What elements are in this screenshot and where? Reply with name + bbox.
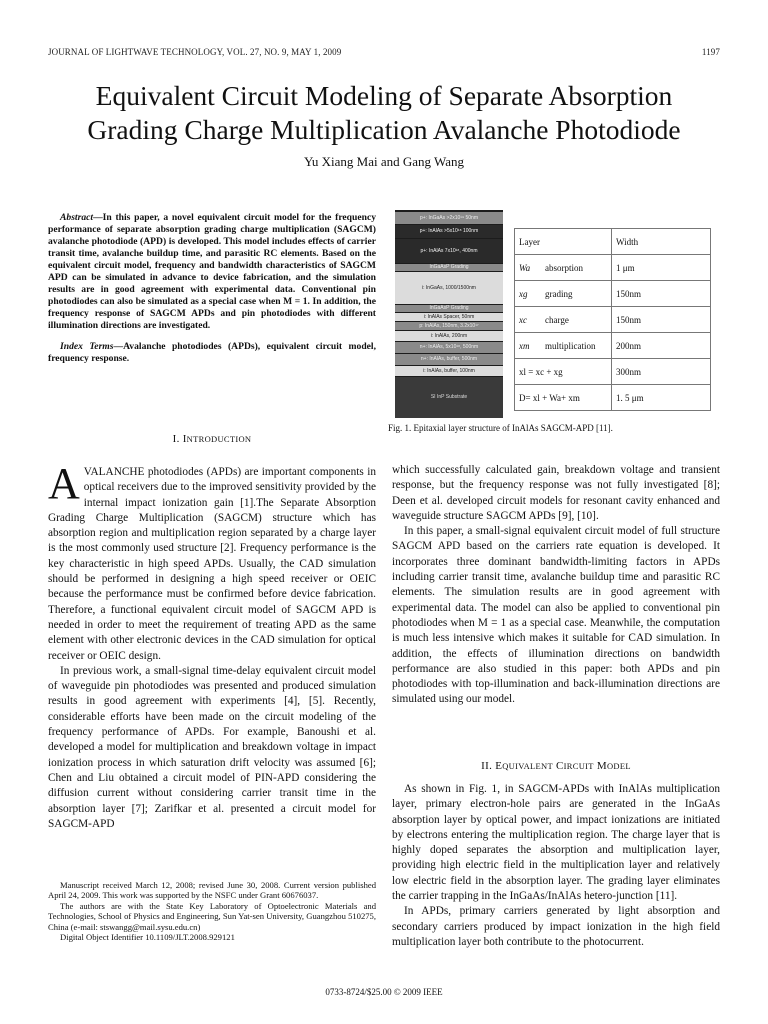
paragraph: In APDs, primary carriers generated by light absorption and secondary carriers produced by impact ionization in the high field multiplication layer both contribute to the photocurrent. (392, 905, 720, 948)
table-cell-layer (515, 359, 612, 385)
layer-name: absorption (545, 262, 583, 273)
table-row (515, 307, 711, 333)
stack-layer: i: InGaAs, 1000/1500nm (395, 272, 503, 304)
paragraph: As shown in Fig. 1, in SAGCM-APDs with InAlAs multiplication layer, primary electron-hole pairs are generated in the InGaAs absorption layer by optical power, and impact ionizations are initiated by electrons entering the multiplication region. The charge layer that is highly doped separates the absorption and multiplication layer, providing high electric field in the multiplication layer and relatively low electric field in the absorption layer. The grading layer eliminates the carrier trapping in the InGaAs/InAlAs hetero-junction [11]. (392, 783, 720, 903)
table-cell-width: 1 μm (612, 255, 711, 281)
index-terms (48, 341, 376, 365)
epitaxial-layer-stack (395, 210, 503, 418)
stack-layer: p+: InAlAs >5x10¹⁸ 100nm (395, 225, 503, 238)
section-title: INTRODUCTION (182, 433, 252, 445)
paragraph: In this paper, a small-signal equivalent circuit model of full structure SAGCM APD based on the carriers rate equation is developed. It incorporates three dominant bandwidth-limiting factors in APDs including carrier transit time, avalanche buildup time and parasitic RC elements. The simulation results are in good agreement with experimental data. The model can also be applied to conventional pin photodiodes when M = 1 as a special case. Meanwhile, the computation is much less intensive which makes it suitable for CAD simulation. In addition, the effects of illumination directions on bandwidth performance are also studied in this paper: both APDs and pin photodiodes with top-illumination and back-illumination directions are simulated using our model. (392, 525, 720, 706)
section-title: EQUIVALENT CIRCUIT MODEL (495, 760, 631, 772)
layer-name: grading (545, 288, 573, 299)
layer-symbol: xg (519, 288, 528, 299)
table-cell-layer (515, 307, 612, 333)
section-number: I. (172, 433, 180, 445)
table-row (515, 333, 711, 359)
abstract (48, 212, 376, 365)
footnote-affiliation: The authors are with the State Key Laboratory of Optoelectronic Materials and Technologies, School of Physics and Engineering, Sun Yat-sen University, Guangzhou 510275, China (e-mail: stswangg@mail.sysu.edu.cn) (48, 900, 376, 932)
stack-layer: n+: InAlAs, 5x10¹⁸, 500nm (395, 342, 503, 353)
figure-caption: Fig. 1. Epitaxial layer structure of InAlAs SAGCM-APD [11]. (388, 423, 613, 433)
table-header-layer: Layer (515, 229, 612, 255)
table-header-width: Width (612, 229, 711, 255)
paragraph: which successfully calculated gain, breakdown voltage and transient response, but the frequency response was not fully investigated [8]; Deen et al. developed circuit models for resonant cavity enhanced and waveguide structure SAGCM APDs [9], [10]. (392, 464, 720, 522)
column-right-body-top (392, 463, 720, 708)
index-terms-label: Index Terms (60, 341, 114, 352)
table-cell-width: 1. 5 μm (612, 385, 711, 411)
running-header-journal: JOURNAL OF LIGHTWAVE TECHNOLOGY, VOL. 27, NO. 9, MAY 1, 2009 (48, 47, 342, 57)
table-row (515, 359, 711, 385)
paragraph-text: VALANCHE photodiodes (APDs) are important components in optical receivers due to the improved sensitivity provided by the internal impact ionization gain [1].The Separate Absorption Grading Charge Multiplication (SAGCM) structure which has absorption region and multiplication region separated by a charge layer is the most commonly used structure [2]. Frequency performance is the key characteristic in high speed APDs. Usually, the CAD simulation should be performed in designing a high speed receiver or OEIC because the performance must be confirmed before device fabrication. Therefore, a functional equivalent circuit model of SAGCM APD is needed in order to meet the requirement of treating APD as the same element with other electronic devices in the CAD simulation for optical receiver or OEIC design. (48, 466, 376, 662)
layer-name: xl = xc + xg (519, 366, 563, 377)
stack-layer-substrate: SI InP Substrate (395, 377, 503, 418)
paragraph (48, 459, 376, 664)
stack-layer: InGaAsP Grading (395, 305, 503, 312)
column-left-body (48, 459, 376, 832)
table-cell-width: 150nm (612, 281, 711, 307)
index-terms-text: —Avalanche photodiodes (APDs), equivalent circuit model, frequency response. (48, 341, 376, 364)
figure-1 (395, 210, 715, 418)
table-cell-width: 300nm (612, 359, 711, 385)
section-number: II. (481, 760, 493, 772)
page-number: 1197 (701, 47, 720, 57)
column-right-body-bottom (392, 782, 720, 950)
authors: Yu Xiang Mai and Gang Wang (303, 154, 465, 169)
layer-width-table (514, 228, 711, 411)
table-row (515, 385, 711, 411)
copyright-footer: 0733-8724/$25.00 © 2009 IEEE (325, 987, 443, 997)
layer-symbol: xc (519, 314, 527, 325)
table-cell-layer (515, 255, 612, 281)
stack-layer: p: InAlAs, 150nm, 3.2x10¹⁷ (395, 322, 503, 330)
abstract-paragraph (48, 212, 376, 332)
table-header-row (515, 229, 711, 255)
layer-name: charge (545, 314, 569, 325)
stack-layer: i: InAlAs, 200nm (395, 331, 503, 341)
title-line-2: Grading Charge Multiplication Avalanche Photodiode (87, 114, 681, 145)
footnote-doi: Digital Object Identifier 10.1109/JLT.2008.929121 (60, 932, 235, 943)
table-cell-layer (515, 333, 612, 359)
section-heading-equivalent-circuit-model (392, 760, 720, 772)
table-row (515, 281, 711, 307)
stack-layer: InGaAsP Grading (395, 264, 503, 271)
layer-symbol: Wa (519, 262, 531, 273)
stack-layer: i: InAlAs Spacer, 50nm (395, 313, 503, 321)
footnote-manuscript: Manuscript received March 12, 2008; revised June 30, 2008. Current version published April 24, 2009. This work was supported by the NSFC under Grant 60676037. (48, 880, 376, 901)
table-cell-width: 200nm (612, 333, 711, 359)
stack-layer: i: InAlAs, buffer, 100nm (395, 366, 503, 376)
table-cell-layer (515, 385, 612, 411)
table-cell-layer (515, 281, 612, 307)
section-heading-introduction (48, 433, 376, 445)
stack-layer: p+: InGaAs >2x10¹⁹ 50nm (395, 212, 503, 224)
stack-layer: p+: InAlAs 7x10¹⁸, 400nm (395, 239, 503, 263)
abstract-text: —In this paper, a novel equivalent circuit model for the frequency performance of separate absorption grading charge multiplication (SAGCM) avalanche photodiode (APD) is developed. This model includes effects of carrier transit time, avalanche buildup time, and parasitic RC elements. Based on the equivalent circuit model, frequency and bandwidth characteristics of SAGCM APD can be simulated in advance to device fabrication, and the simulation results are in good agreement with experimental data. Conventional pin photodiodes can also be simulated as a special case when M = 1. In addition, the frequency response of SAGCM APDs and pin photodiodes with different illumination directions are investigated. (48, 212, 376, 331)
paper-title (30, 79, 738, 147)
layer-name: multiplication (545, 340, 596, 351)
footnote (48, 880, 376, 942)
layer-name: D= xl + Wa+ xm (519, 392, 580, 403)
drop-cap: A (48, 459, 80, 508)
layer-symbol: xm (519, 340, 530, 351)
paragraph: In previous work, a small-signal time-delay equivalent circuit model of waveguide pin photodiodes was presented and produced simulation results in good agreement with experiments [4], [5]. Recently, considerable efforts have been made on the circuit modeling of the frequency performance of APDs. For example, Banoushi et al. developed a model for multiplication and breakdown voltage in impact ionization process in which saturation drift velocity was assumed [6]; Chen and Liu obtained a circuit model of PIN-APD considering the diffusion current without considering carrier transit time in the absorption layer [7]; Zarifkar et al. presented a circuit model for SAGCM-APD (48, 664, 376, 830)
abstract-label: Abstract (60, 212, 94, 223)
table-row (515, 255, 711, 281)
stack-layer: n+: InAlAs, buffer, 500nm (395, 354, 503, 365)
title-line-1: Equivalent Circuit Modeling of Separate Absorption (95, 80, 673, 111)
table-cell-width: 150nm (612, 307, 711, 333)
